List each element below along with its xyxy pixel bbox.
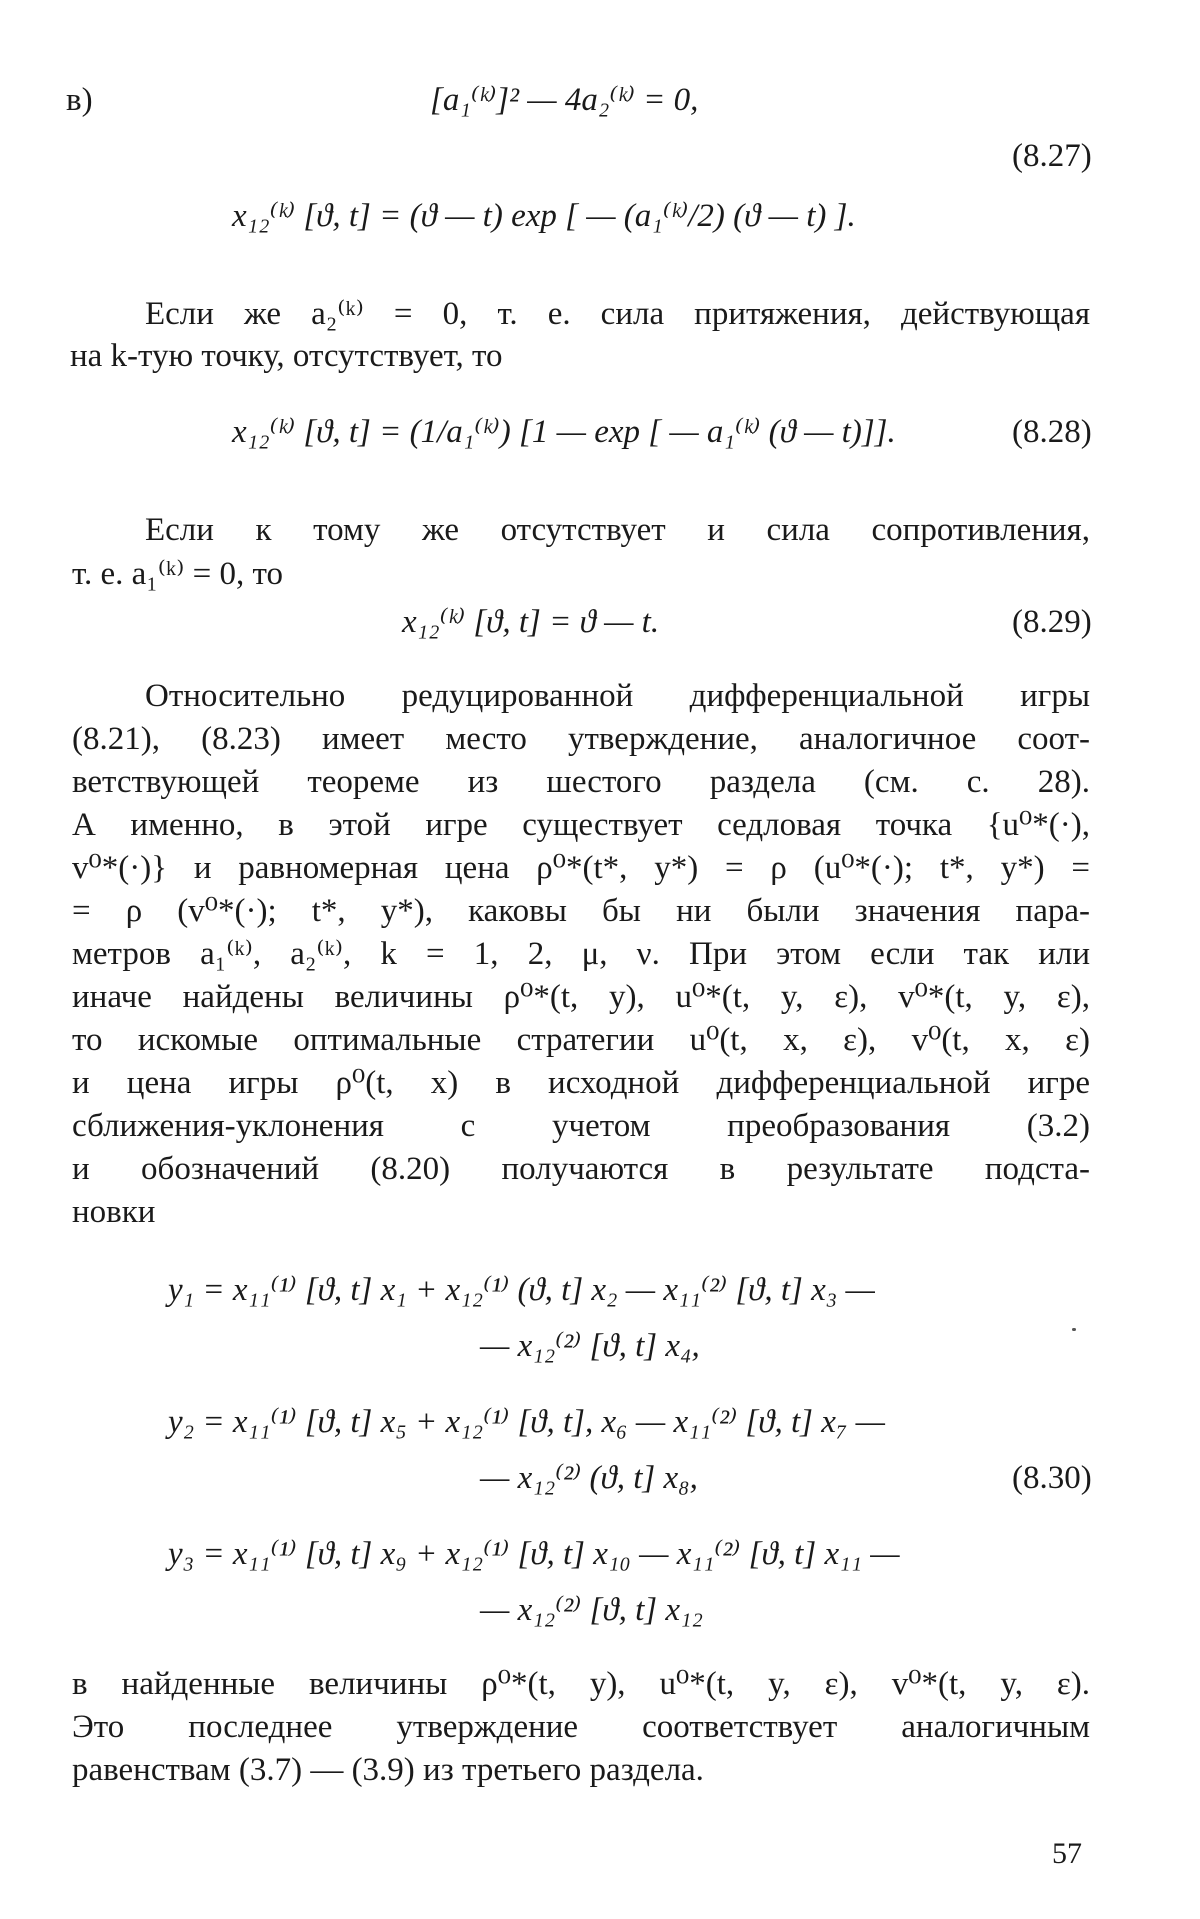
equation-text: [a₁⁽ᵏ⁾]² — 4a₂⁽ᵏ⁾ = 0, <box>430 82 699 118</box>
text-line-4 <box>70 336 503 376</box>
equation-number-text: (8.28) <box>1012 414 1092 450</box>
text-line-20 <box>72 1149 1090 1189</box>
text-line: новки <box>72 1194 156 1230</box>
equation-number-8-27 <box>1012 136 1092 176</box>
scan-speck <box>1072 1328 1076 1331</box>
text-line-15 <box>72 934 1090 974</box>
text-line-6 <box>145 510 1090 550</box>
equation-text: x₁₂⁽ᵏ⁾ [ϑ, t] = ϑ — t. <box>402 604 660 640</box>
equation-line-23 <box>480 1326 700 1366</box>
text-line-3 <box>145 294 1090 334</box>
equation-text: y₃ = x₁₁⁽¹⁾ [ϑ, t] x₉ + x₁₂⁽¹⁾ [ϑ, t] x₁₀ — x₁₁⁽²⁾ [ϑ, t] x₁₁ — <box>168 1536 900 1572</box>
text-line-30 <box>72 1750 704 1790</box>
text-line: равенствам (3.7) — (3.9) из третьего раздела. <box>72 1752 704 1788</box>
text-line: Это последнее утверждение соответствует аналогичным <box>72 1709 1090 1745</box>
text-line-12 <box>72 805 1090 845</box>
item-label-v-text: в) <box>66 82 93 118</box>
text-line-16 <box>72 977 1090 1017</box>
text-line-29 <box>72 1707 1090 1747</box>
equation-line-24 <box>168 1402 885 1442</box>
text-line: = ρ (v⁰*(·); t*, y*), каковы бы ни были значения пара- <box>72 893 1090 929</box>
equation-line-25 <box>480 1458 698 1498</box>
equation-number-8-30 <box>1012 1458 1092 1498</box>
text-line: в найденные величины ρ⁰*(t, y), u⁰*(t, y, ε), v⁰*(t, y, ε). <box>72 1666 1090 1702</box>
equation-text: — x₁₂⁽²⁾ [ϑ, t] x₁₂ <box>480 1592 703 1628</box>
equation-text: x₁₂⁽ᵏ⁾ [ϑ, t] = (ϑ — t) exp [ — (a₁⁽ᵏ⁾/2) (ϑ — t) ]. <box>232 198 856 234</box>
equation-text: — x₁₂⁽²⁾ (ϑ, t] x₈, <box>480 1460 698 1496</box>
text-line: иначе найдены величины ρ⁰*(t, y), u⁰*(t, y, ε), v⁰*(t, y, ε), <box>72 979 1090 1015</box>
equation-line-1 <box>430 80 698 120</box>
equation-text: y₂ = x₁₁⁽¹⁾ [ϑ, t] x₅ + x₁₂⁽¹⁾ [ϑ, t], x₆ — x₁₁⁽²⁾ [ϑ, t] x₇ — <box>168 1404 885 1440</box>
text-line: метров a₁⁽ᵏ⁾, a₂⁽ᵏ⁾, k = 1, 2, μ, ν. При этом если так или <box>72 936 1090 972</box>
text-line: т. е. a₁⁽ᵏ⁾ = 0, то <box>72 556 283 592</box>
text-line-9 <box>145 676 1090 716</box>
text-line: Если же a₂⁽ᵏ⁾ = 0, т. е. сила притяжения, действующая <box>145 296 1090 332</box>
text-line-19 <box>72 1106 1090 1146</box>
equation-number-text: (8.27) <box>1012 138 1092 174</box>
text-line: и обозначений (8.20) получаются в результате подста- <box>72 1151 1090 1187</box>
equation-number-8-28 <box>1012 412 1092 452</box>
equation-line-8 <box>402 602 659 642</box>
text-line: сближения-уклонения с учетом преобразования (3.2) <box>72 1108 1090 1144</box>
text-line: v⁰*(·)} и равномерная цена ρ⁰*(t*, y*) = ρ (u⁰*(·); t*, y*) = <box>72 850 1090 886</box>
text-line: ветствующей теореме из шестого раздела (см. с. 28). <box>72 764 1090 800</box>
equation-number-8-29 <box>1012 602 1092 642</box>
page-number <box>1052 1836 1082 1872</box>
equation-number-text: (8.29) <box>1012 604 1092 640</box>
text-line-14 <box>72 891 1090 931</box>
text-line-17 <box>72 1020 1090 1060</box>
text-line: Если к тому же отсутствует и сила сопротивления, <box>145 512 1090 548</box>
text-line: (8.21), (8.23) имеет место утверждение, аналогичное соот- <box>72 721 1090 757</box>
text-line: на k-тую точку, отсутствует, то <box>70 338 503 374</box>
text-line-21 <box>72 1192 155 1232</box>
equation-line-27 <box>480 1590 703 1630</box>
text-line: А именно, в этой игре существует седловая точка {u⁰*(·), <box>72 807 1090 843</box>
text-line-10 <box>72 719 1090 759</box>
item-label-v <box>66 80 93 120</box>
page-number-text: 57 <box>1052 1837 1082 1870</box>
equation-line-5 <box>232 412 896 452</box>
equation-line-2 <box>232 196 856 236</box>
text-line: то искомые оптимальные стратегии u⁰(t, x, ε), v⁰(t, x, ε) <box>72 1022 1090 1058</box>
text-line-11 <box>72 762 1090 802</box>
text-line: Относительно редуцированной дифференциальной игры <box>145 678 1090 714</box>
equation-number-text: (8.30) <box>1012 1460 1092 1496</box>
equation-text: — x₁₂⁽²⁾ [ϑ, t] x₄, <box>480 1328 700 1364</box>
equation-line-22 <box>168 1270 875 1310</box>
equation-text: y₁ = x₁₁⁽¹⁾ [ϑ, t] x₁ + x₁₂⁽¹⁾ (ϑ, t] x₂ — x₁₁⁽²⁾ [ϑ, t] x₃ — <box>168 1272 875 1308</box>
text-line: и цена игры ρ⁰(t, x) в исходной дифференциальной игре <box>72 1065 1090 1101</box>
equation-text: x₁₂⁽ᵏ⁾ [ϑ, t] = (1/a₁⁽ᵏ⁾) [1 — exp [ — a₁⁽ᵏ⁾ (ϑ — t)]]. <box>232 414 896 450</box>
text-line-18 <box>72 1063 1090 1103</box>
text-line-7 <box>72 554 283 594</box>
text-line-13 <box>72 848 1090 888</box>
equation-line-26 <box>168 1534 900 1574</box>
text-line-28 <box>72 1664 1090 1704</box>
